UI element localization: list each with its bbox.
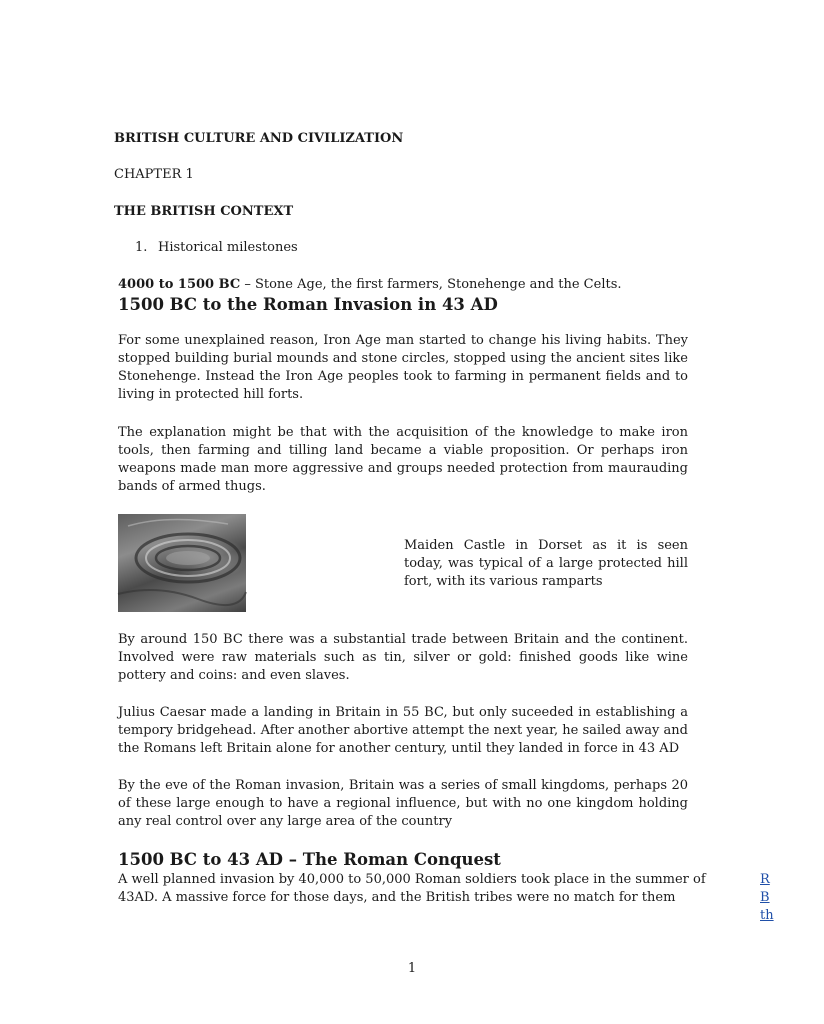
paragraph-iron-age-habits: For some unexplained reason, Iron Age man started to change his living habits. They stopped building burial mounds and stone circles, stopped using the ancient sites like Stonehenge. Instead the Iron Age peoples took to farming in permanent fields and to living in protected hill forts. xyxy=(118,333,688,402)
side-links xyxy=(760,871,774,925)
heading-roman-conquest: 1500 BC to 43 AD – The Roman Conquest xyxy=(118,850,501,869)
stone-age-line xyxy=(118,276,698,294)
paragraph-roman-eve: By the eve of the Roman invasion, Britain was a series of small kingdoms, perhaps 20 of these large enough to have a regional influence, but with no one kingdom holding any real control over any large area of the country xyxy=(118,778,688,829)
stone-age-text: – Stone Age, the first farmers, Stonehenge and the Celts. xyxy=(240,277,622,292)
document-title: BRITISH CULTURE AND CIVILIZATION xyxy=(114,131,404,146)
chapter-label: CHAPTER 1 xyxy=(114,167,194,182)
paragraph-trade: By around 150 BC there was a substantial trade between Britain and the continent. Involved were raw materials such as tin, silver or gold: finished goods like wine pottery and coins: and even slaves. xyxy=(118,632,688,683)
heading-iron-age: 1500 BC to the Roman Invasion in 43 AD xyxy=(118,295,498,314)
paragraph-iron-tools: The explanation might be that with the acquisition of the knowledge to make iron tools, then farming and tilling land became a viable proposition. Or perhaps iron weapons made man more aggressive and groups needed protection from maurauding bands of armed thugs. xyxy=(118,425,688,494)
side-link-1[interactable]: R xyxy=(760,872,770,887)
maiden-castle-rampart-lines xyxy=(118,514,246,612)
side-link-2[interactable]: B xyxy=(760,890,770,905)
list-item: Historical milestones xyxy=(158,240,298,255)
stone-age-date: 4000 to 1500 BC xyxy=(118,277,241,292)
paragraph-invasion-line-1: A well planned invasion by 40,000 to 50,000 Roman soldiers took place in the summer of xyxy=(118,872,706,887)
list-number: 1. xyxy=(135,240,148,255)
side-link-3[interactable]: th xyxy=(760,908,774,923)
section-heading: THE BRITISH CONTEXT xyxy=(114,204,294,219)
page-number: 1 xyxy=(407,961,417,976)
paragraph-invasion-line-2: 43AD. A massive force for those days, and the British tribes were no match for them xyxy=(118,890,676,905)
paragraph-julius-caesar: Julius Caesar made a landing in Britain in 55 BC, but only suceeded in establishing a tempory bridgehead. After another abortive attempt the next year, he sailed away and the Romans left Britain alone for another century, until they landed in force in 43 AD xyxy=(118,705,688,756)
photo-caption: Maiden Castle in Dorset as it is seen today, was typical of a large protected hill fort, with its various ramparts xyxy=(404,538,688,589)
maiden-castle-photo xyxy=(118,514,246,612)
